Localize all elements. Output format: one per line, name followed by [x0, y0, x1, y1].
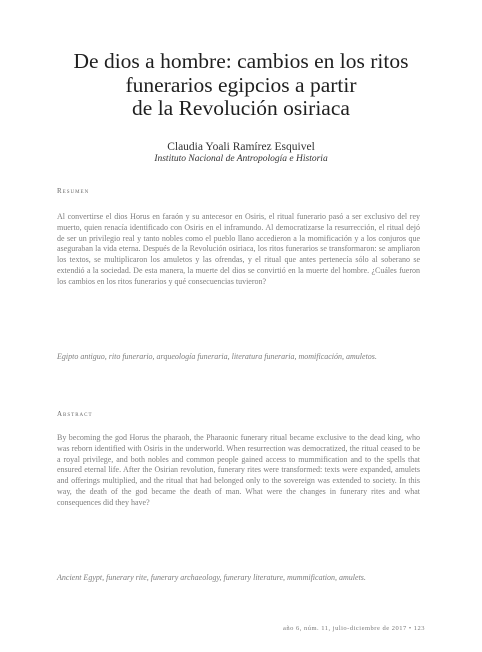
author-affiliation: Instituto Nacional de Antropología e Historia [154, 154, 328, 164]
abstract-body: By becoming the god Horus the pharaoh, the Pharaonic funerary ritual became exclusive to the dead king, who was reborn identified with Osiris in the underworld. When resurrection was democratized, the ritual ceased to be a royal privilege, and both nobles and common people gained access to mummification and to the spells that ensured eternal life. After the Osirian revolution, funerary rites were transformed: texts were expanded, amulets and offerings multiplied, and the ritual that had belonged only to the sovereign was extended to society. In this way, the death of the god became the death of man. What were the changes in funerary rites and what consequences did they have? [57, 433, 420, 507]
resumen-keywords: Egipto antiguo, rito funerario, arqueología funeraria, literatura funeraria, momificación, amuletos. [57, 352, 377, 361]
page-footer: año 6, núm. 11, julio-diciembre de 2017 • 123 [282, 625, 425, 632]
title-line-2: funerarios egipcios a partir [125, 72, 357, 97]
resumen-body: Al convertirse el dios Horus en faraón y su antecesor en Osiris, el ritual funerario pasó a ser exclusivo del rey muerto, quien renacía identificado con Osiris en el inframundo. Al democratizarse la resurrección, el ritual dejó de ser un privilegio real y tanto nobles como el pueblo llano accedieron a la momificación y a los conjuros que aseguraban la vida eterna. Después de la Revolución osiriaca, los ritos funerarios se transformaron: se ampliaron los textos, se multiplicaron los amuletos y las ofrendas, y el ritual que antes pertenecía sólo al soberano se extendió a la sociedad. De esta manera, la muerte del dios se convirtió en la muerte del hombre. ¿Cuáles fueron los cambios en los ritos funerarios y qué consecuencias tuvieron? [57, 212, 420, 286]
author-name: Claudia Yoali Ramírez Esquivel [167, 141, 315, 153]
article-title [40, 50, 442, 121]
resumen-heading: Resumen [57, 187, 90, 195]
title-line-1: De dios a hombre: cambios en los ritos [73, 49, 409, 73]
abstract-heading: Abstract [57, 410, 93, 418]
abstract-keywords: Ancient Egypt, funerary rite, funerary archaeology, funerary literature, mummification, amulets. [57, 573, 366, 582]
title-line-3: de la Revolución osiriaca [132, 96, 350, 120]
